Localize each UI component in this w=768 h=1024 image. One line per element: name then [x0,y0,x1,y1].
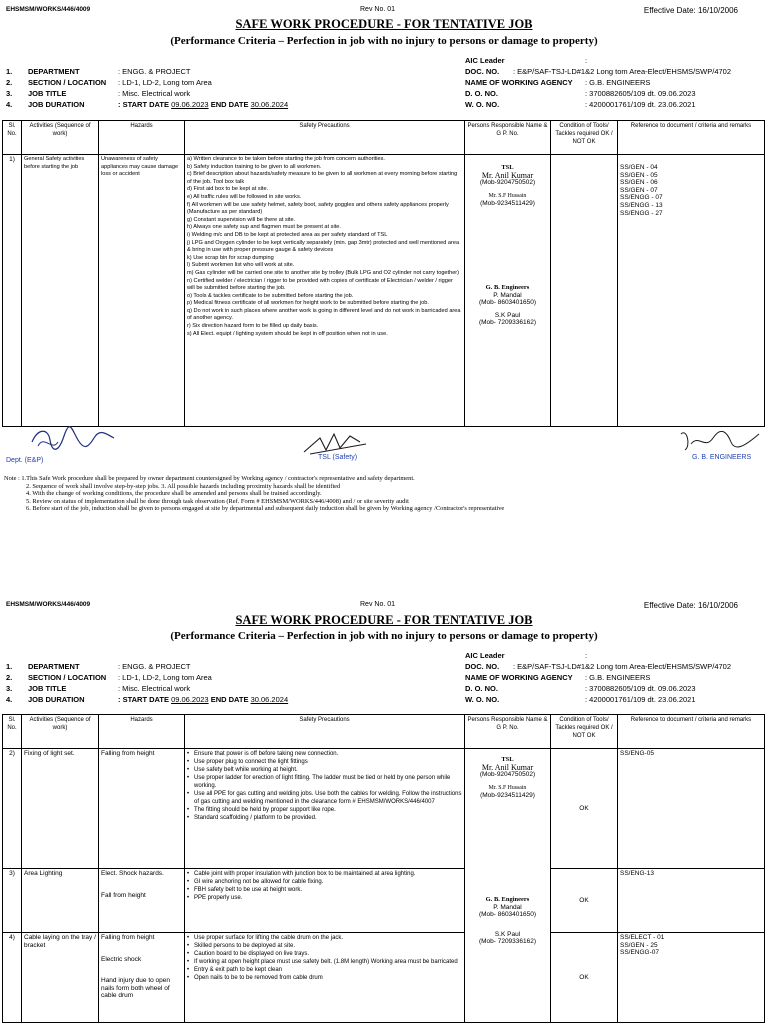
reference-item: SS/GEN - 04 [620,164,658,171]
table-row: 3) Area Lighting Elect. Shock hazards. Fall from height • Cable joint with proper insulation with junction box to be maintained at area lighting. • GI wire anchoring not be allowed for cable fixing. • FBH safety belt to be use at height work. • PPE properly use. OK SS/ENG-13 [3,869,765,933]
hazard-item: Fall from height [101,891,146,899]
precaution-item: • If working at open height place must use safety belt. (1.8M length) Working area must be barricated [187,958,462,966]
col-sl: Sl. No. [3,121,22,155]
precaution-item: h) Always one safety sup and flagmen must be present at site. [187,224,341,231]
condition-cell: OK [551,933,618,1023]
precautions-cell [185,749,465,869]
activity-cell: General Safety activities before starting the job [22,155,99,427]
reference-item: SS/ENGG - 13 [620,201,663,209]
precaution-item: b) Safety induction training to be given to all workmen. [187,163,322,170]
precaution-item: k) Use scrap bin for scrap dumping [187,254,274,261]
precaution-item: g) Constant supervision will be there at site. [187,216,296,223]
precaution-item: • GI wire anchoring not be allowed for cable fixing. [187,878,462,886]
reference-item: SS/ELECT - 01 [620,934,665,941]
precaution-item: m) Gas cylinder will be carried one site to another site by trolley (Bulk LPG and O2 cylinder not carry together) [187,269,460,276]
effective-date: Effective Date: 16/10/2006 [643,601,738,610]
col-precautions: Safety Precautions [185,715,465,749]
page-title: SAFE WORK PROCEDURE - FOR TENTATIVE JOB [235,613,533,627]
table-row: 1) General Safety activities before starting the job Unawareness of safety appliances may cause damage loss or accident a) Written clearance to be taken before starting the job from concern authorities. b) Safety induction training to be given to all workmen. c) Brief description about hazards/safety measure to be given to all workmen at every morning before starting of the job. Tool box talk d) First aid box to be kept at site. e) All traffic rules will be followed in site works. f) All workmen will be use safety helmet, safety boot, safety goggles and others safety appliances properly (Manufacture as per standard) g) Constant supervision will be there at site. h) Always one safety sup and flagmen must be present at site. i) Welding m/c and DB to be kept at protected area as per safety standard of TSL j) LPG and Oxygen cylinder to be kept vertically separately (min. gap 3mtr) protected and well mentioned area & bring in use with proper pressure gauge & safety devices k) Use scrap bin for scrap dumping l) Submit workmen list who will work at site. m) Gas cylinder will be carried one site to another site by trolley (Bulk LPG and O2 cylinder not carry together) n) Certified welder / electrician / rigger to be provided with copies of certificate of Electrician / welder / rigger will be submitted before starting the job. o) Tools & tackles certificate to be submitted before starting the job. p) Medical fitness certificate of all workmen for height work to be submitted before starting the job. q) Do not work in such places where another work is going in different level and do not work in barricaded area of another agency. r) Six direction hazard form to be filled up daily basis. s) All Elect. equipt / lighting system should be kept in off position when not in use. TSL Mr. Anil Kumar (Mob-9204750502) Mr. S.F Hussain (Mob-9234511429) G. B. Engineers P. Mandal (Mob- 8603401650) S.K Paul (Mob- 7209336162) SS/GEN - 04 SS/GEN - 05 SS/GEN - 06 SS/GEN - 07 SS/ENGG - 07 SS/ENGG - 13 SS/ENGG - 27 [3,155,765,427]
precautions-cell [185,155,465,427]
hazard-cell [99,933,185,1023]
rev-no: Rev No. 01 [360,601,396,608]
precaution-item: p) Medical fitness certificate of all workmen for height work to be submitted before starting the job. [187,300,429,307]
precautions-cell [185,869,465,933]
precaution-item: • Use proper ladder for erection of light fitting. The ladder must be tied or held by one person while working. [187,774,462,790]
precaution-item: o) Tools & tackles certificate to be submitted before starting the job. [187,292,354,299]
page-2 [0,512,768,1024]
col-sl: Sl. No. [3,715,22,749]
precaution-item: • PPE properly use. [187,894,462,902]
col-reference: Reference to document / criteria and remarks [618,715,765,749]
gb-signature [675,424,765,456]
table-row: 4) Cable laying on the tray / bracket Falling from height Electric shock Hand injury due to open nails form both wheel of cable drum • Use proper surface for lifting the cable drum on the jack. • Skilled persons to be deployed at site. • Caution board to be displayed on live trays. • If working at open height place must use safety belt. (1.8M length) Working area must be barricated • Entry & exit path to be kept clean • Open nails to be to be removed from cable drum OK SS/ELECT - 01 SS/GEN - 25 SS/ENGG-07 [3,933,765,1023]
hazard-item: Elect. Shock hazards. [101,870,164,877]
meta-left: 1. DEPARTMENT : ENGG. & PROJECT 2. SECTION / LOCATION : LD-1, LD-2, Long tom Area 3. JOB TITLE : Misc. Electrical work 4. JOB DURATION : START DATE 09.06.2023 END DATE 30.06.2024 [6,662,289,704]
precaution-item: • Caution board to be displayed on live trays. [187,950,462,958]
reference-item: SS/ENGG - 27 [620,209,663,217]
col-hazards: Hazards [99,715,185,749]
precaution-item: f) All workmen will be use safety helmet, safety boot, safety goggles and others safety appliances properly (Manufacture as per standard) [187,201,449,216]
precaution-item: • The fitting should be held by proper support like rope. [187,806,462,814]
gb-sign-label: G. B. ENGINEERS [692,454,752,461]
hazard-cell [99,869,185,933]
tsl-sign-label: TSL (Safety) [318,454,358,461]
rev-no: Rev No. 01 [360,6,396,13]
reference-item: SS/GEN - 25 [620,941,658,949]
activity-cell: Cable laying on the tray / bracket [22,933,99,1023]
precaution-item: • FBH safety belt to be use at height work. [187,886,462,894]
hazard-item: Falling from height [101,750,155,757]
reference-item: SS/ENGG-07 [620,949,660,957]
col-condition: Condition of Tools/ Tackles required OK / NOT OK [551,121,618,155]
table-row: 2) Fixing of light set. Falling from height • Ensure that power is off before taking new connection. • Use proper plug to connect the light fittings • Use safety belt while working at height. • Use proper ladder for erection of light fitting. The ladder must be tied or held by one person while working. • Use all PPE for gas cutting and welding jobs. Use both the cables for welding. Follow the instructions of gas cutting and welding mentioned in the clearance form # EHSMSM/WORKS/446/4007 • The fitting should be held by proper support like rope. • Standard scaffolding / platform to be provided. TSL Mr. Anil Kumar (Mob-9204750502) Mr. S.F Hussain (Mob-9234511429) G. B. Engineers P. Mandal (Mob- 8603401650) S.K Paul (Mob- 7209336162) OK SS/ENG-05 [3,749,765,869]
page-title: SAFE WORK PROCEDURE - FOR TENTATIVE JOB [235,17,533,31]
hazard-item: Falling from height [101,934,155,941]
precaution-item: • Open nails to be to be removed from cable drum [187,974,462,982]
reference-cell [618,933,765,1023]
precaution-item: q) Do not work in such places where another work is going in different level and do not work in barricaded area of another agency. [187,307,461,322]
doc-id: EHSMSM/WORKS/446/4009 [6,6,91,13]
precaution-item: • Use safety belt while working at height. [187,766,462,774]
precaution-item: l) Submit workmen list who will work at site. [187,262,295,269]
dept-signature [28,424,118,456]
precaution-item: • Cable joint with proper insulation with junction box to be maintained at area lighting. [187,870,462,878]
precaution-item: a) Written clearance to be taken before starting the job from concern authorities. [187,156,385,162]
precaution-item: r) Six direction hazard form to be filled up daily basis. [187,323,319,330]
col-reference: Reference to document / criteria and remarks [618,121,765,155]
precaution-item: s) All Elect. equipt / lighting system should be kept in off position when not in use. [187,330,388,337]
col-precautions: Safety Precautions [185,121,465,155]
col-activities: Activities (Sequence of work) [22,715,99,749]
meta-left: 1. DEPARTMENT : ENGG. & PROJECT 2. SECTION / LOCATION : LD-1, LD-2, Long tom Area 3. JOB TITLE : Misc. Electrical work 4. JOB DURATION : START DATE 09.06.2023 END DATE 30.06.2024 [6,67,289,109]
notes: Note : 1.This Safe Work procedure shall be prepared by owner department countersigned by Working agency / contractor's representative and safety department. 2. Sequence of work shall involve step-by-step jobs. 3. All possible hazards including proximity hazards shall be identified 4. With the change of working conditions, the procedure shall be amended and persons shall be trained accordingly. 5. Review on status of implementation shall be done through task observation (Ref. Form # EHSMSM/WORKS/446/4008) and / or site severity audit 6. Before start of the job, induction shall be given to persons engaged at site by departmental and subsequent daily induction shall be given by Working agency /Contractor's representative [4,475,505,513]
condition-cell [551,155,618,427]
precaution-item: i) Welding m/c and DB to be kept at protected area as per safety standard of TSL [187,231,388,238]
hazard-item: Electric shock [101,955,142,963]
precaution-item: • Use proper plug to connect the light fittings [187,758,462,766]
col-activities: Activities (Sequence of work) [22,121,99,155]
precaution-item: • Use proper surface for lifting the cable drum on the jack. [187,934,462,942]
precaution-item: • Use all PPE for gas cutting and welding jobs. Use both the cables for welding. Follow the instructions of gas cutting and welding mentioned in the clearance form # EHSMSM/WORKS/446/4007 [187,790,462,806]
precaution-item: n) Certified welder / electrician / rigger to be provided with copies of certificate of Electrician / welder / rigger will be submitted before starting the job. [187,277,453,292]
hazard-item: Hand injury due to open nails form both wheel of cable drum [101,977,171,1000]
condition-cell: OK [551,749,618,869]
persons-cell: TSL Mr. Anil Kumar (Mob-9204750502) Mr. S.F Hussain (Mob-9234511429) G. B. Engineers P. Mandal (Mob- 8603401650) S.K Paul (Mob- 7209336162) [465,155,551,427]
reference-cell [618,155,765,427]
page-subtitle: (Performance Criteria – Perfection in job with no injury to persons or damage to property) [170,630,598,642]
precaution-item: • Standard scaffolding / platform to be provided. [187,814,462,822]
reference-cell [618,749,765,869]
col-persons: Persons Responsible Name & G P. No. [465,715,551,749]
activity-cell: Fixing of light set. [22,749,99,869]
precaution-item: d) First aid box to be kept at site. [187,186,269,193]
reference-item: SS/ENG-05 [620,750,654,757]
activity-cell: Area Lighting [22,869,99,933]
col-hazards: Hazards [99,121,185,155]
effective-date: Effective Date: 16/10/2006 [643,6,738,15]
doc-id: EHSMSM/WORKS/446/4009 [6,601,91,608]
precaution-item: c) Brief description about hazards/safety measure to be given to all workmen at every morning before starting of the job. Tool box talk [187,171,458,185]
precaution-item: • Skilled persons to be deployed at site. [187,942,462,950]
page-subtitle: (Performance Criteria – Perfection in job with no injury to persons or damage to property) [170,35,598,47]
condition-cell: OK [551,869,618,933]
precaution-item: • Ensure that power is off before taking new connection. [187,750,462,758]
precautions-cell [185,933,465,1023]
reference-item: SS/GEN - 06 [620,179,658,187]
col-condition: Condition of Tools/ Tackles required OK / NOT OK [551,715,618,749]
meta-right: AIC Leader : DOC. NO. : E&P/SAF-TSJ-LD#1&2 Long tom Area-Elect/EHSMS/SWP/4702 NAME OF WORKING AGENCY : G.B. ENGINEERS D. O. NO. : 3700882605/109 dt. 09.06.2023 W. O. NO. : 4200001761/109 dt. 23.06.2021 [465,56,732,109]
reference-item: SS/ENG-13 [620,870,654,877]
procedure-table-1 [2,120,765,427]
precaution-item: • Entry & exit path to be kept clean [187,966,462,974]
reference-item: SS/ENGG - 07 [620,194,663,202]
hazard-cell [99,749,185,869]
col-persons: Persons Responsible Name & G P. No. [465,121,551,155]
hazard-cell: Unawareness of safety appliances may cause damage loss or accident [99,155,185,427]
reference-item: SS/GEN - 05 [620,171,658,179]
meta-right: AIC Leader : DOC. NO. : E&P/SAF-TSJ-LD#1&2 Long tom Area-Elect/EHSMS/SWP/4702 NAME OF WORKING AGENCY : G.B. ENGINEERS D. O. NO. : 3700882605/109 dt. 09.06.2023 W. O. NO. : 4200001761/109 dt. 23.06.2021 [465,651,732,704]
reference-cell [618,869,765,933]
persons-cell: TSL Mr. Anil Kumar (Mob-9204750502) Mr. S.F Hussain (Mob-9234511429) G. B. Engineers P. Mandal (Mob- 8603401650) S.K Paul (Mob- 7209336162) [465,749,551,1023]
precaution-item: e) All traffic rules will be followed in site works. [187,193,302,200]
precaution-item: j) LPG and Oxygen cylinder to be kept vertically separately (min. gap 3mtr) protected and well mentioned area & bring in use with proper pressure gauge & safety devices [187,239,460,254]
reference-item: SS/GEN - 07 [620,186,658,194]
dept-sign-label: Dept. (E&P) [6,457,44,464]
procedure-table-2 [2,714,765,1023]
